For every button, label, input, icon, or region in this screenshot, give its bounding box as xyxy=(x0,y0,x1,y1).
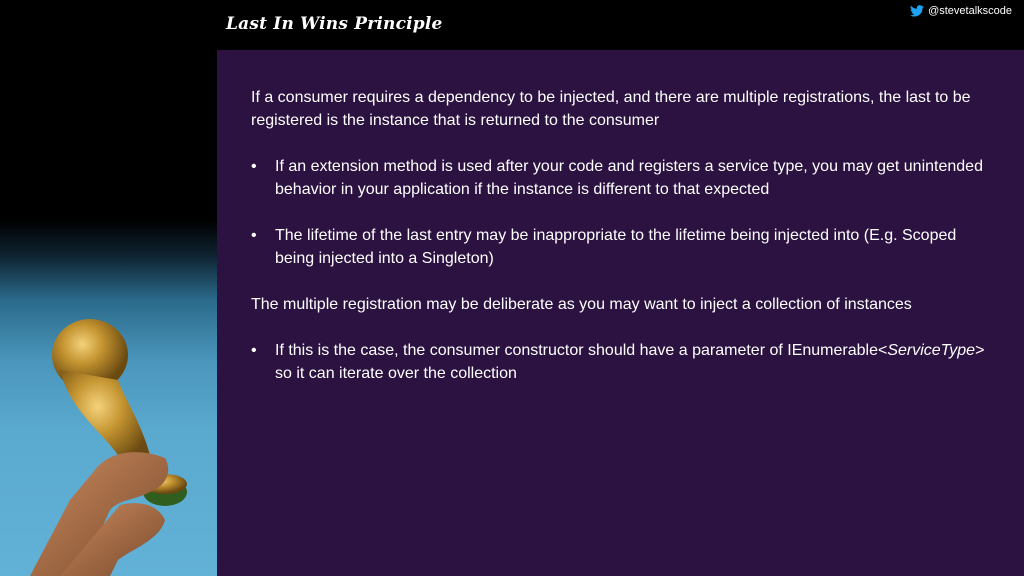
bullet-text: The lifetime of the last entry may be inappropriate to the lifetime being injected into (E.g. Scoped being injected into a Singleton) xyxy=(275,227,957,267)
slide-title: Last In Wins Principle xyxy=(226,14,443,34)
left-photo-panel xyxy=(0,0,217,576)
bullet-text: If an extension method is used after your code and registers a service type, you may get unintended behavior in your application if the instance is different to that expected xyxy=(275,158,983,198)
trophy-image xyxy=(0,0,217,576)
bullet-marker: • xyxy=(251,342,257,359)
bullet-ienumerable xyxy=(251,339,991,385)
service-type-text: ServiceType xyxy=(887,342,976,359)
paragraph-multiple-registration: The multiple registration may be deliberate as you may want to inject a collection of instances xyxy=(251,296,912,313)
paragraph-last-registered: If a consumer requires a dependency to be injected, and there are multiple registrations, the last to be registered is the instance that is returned to the consumer xyxy=(251,89,971,129)
bullet-extension-method xyxy=(251,155,991,201)
bullet-marker: • xyxy=(251,227,257,244)
bullet-text-pre: If this is the case, the consumer constructor should have a parameter of IEnumerable< xyxy=(275,342,888,359)
twitter-bird-icon xyxy=(910,5,924,17)
handle-text: @stevetalkscode xyxy=(928,5,1012,17)
slide-body xyxy=(251,86,991,408)
bullet-lifetime xyxy=(251,224,991,270)
bullet-marker: • xyxy=(251,158,257,175)
twitter-handle xyxy=(910,5,1012,17)
bullet-text-post: > so it can iterate over the collection xyxy=(275,342,985,382)
